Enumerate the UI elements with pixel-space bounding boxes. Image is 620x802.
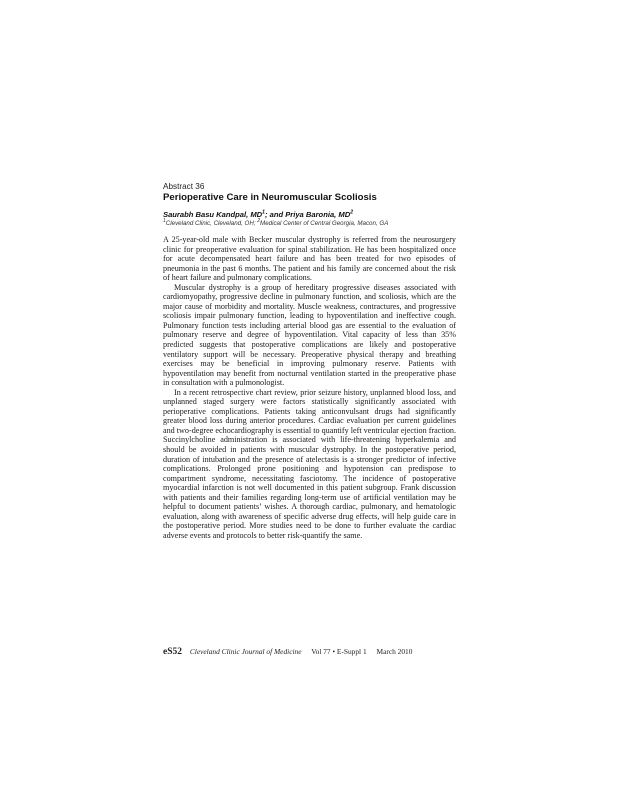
page-footer	[163, 647, 463, 657]
body-paragraph: In a recent retrospective chart review, prior seizure history, unplanned blood loss, and unplanned staged surgery were factors statistically significantly associated with perioperative complications. Patients taking anticonvulsant drugs had significantly greater blood loss during anterior procedures. Cardiac evaluation per current guidelines and two-degree echocardiography is essential to quantify left ventricular ejection fraction. Succinylcholine administration is associated with life-threatening hyperkalemia and should be avoided in patients with muscular dystrophy. In the postoperative period, duration of intubation and the presence of atelectasis is a stronger predictor of infective complications. Prolonged prone positioning and hypotension can predispose to compartment syndrome, necessitating fasciotomy. The incidence of postoperative myocardial infarction is not well documented in this patient subgroup. Frank discussion with patients and their families regarding long-term use of artificial ventilation may be helpful to document patients’ wishes. A thorough cardiac, pulmonary, and hematologic evaluation, along with awareness of specific adverse drug effects, will help guide care in the postoperative period. More studies need to be done to further evaluate the cardiac adverse events and protocols to better risk-quantify the same.	[163, 387, 456, 540]
abstract-number: Abstract 36	[163, 182, 205, 191]
journal-name: Cleveland Clinic Journal of Medicine	[189, 647, 302, 656]
abstract-body	[163, 235, 456, 541]
affiliation-text: Cleveland Clinic, Cleveland, OH;	[165, 220, 258, 227]
affiliation-mark: 1	[163, 217, 166, 224]
body-paragraph: A 25-year-old male with Becker muscular dystrophy is referred from the neurosurgery clinic for preoperative evaluation for spinal stabilization. He has been hospitalized once for acute decompensated heart failure and has been treated for two episodes of pneumonia in the past 6 months. The patient and his family are concerned about the risk of heart failure and pulmonary complications.	[163, 235, 456, 283]
affiliation-text: Medical Center of Central Georgia, Macon, GA	[260, 220, 389, 227]
author-affiliation-mark: 1	[262, 209, 265, 216]
author-affiliation-mark: 2	[350, 209, 353, 216]
author-name: Priya Baronia, MD	[285, 210, 351, 219]
page-number: eS52	[163, 647, 182, 657]
volume-info: Vol 77 • E-Suppl 1	[311, 647, 367, 656]
affiliation-line	[163, 217, 463, 228]
affiliation-mark: 2	[257, 217, 261, 224]
author-name: Saurabh Basu Kandpal, MD	[163, 210, 263, 219]
author-line	[163, 210, 463, 220]
author-separator: ; and	[264, 210, 286, 219]
abstract-header	[163, 182, 463, 228]
issue-date: March 2010	[376, 647, 413, 656]
body-paragraph: Muscular dystrophy is a group of hereditary progressive diseases associated with cardiomyopathy, progressive decline in pulmonary function, and scoliosis, which are the major cause of morbidity and mortality. Muscle weakness, contractures, and progressive scoliosis impair pulmonary function, leading to hypoventilation and ineffective cough. Pulmonary function tests including arterial blood gas are essential to the evaluation of pulmonary reserve and degree of hypoventilation. Vital capacity of less than 35% predicted suggests that postoperative complications are likely and postoperative ventilatory support will be necessary. Preoperative physical therapy and breathing exercises may be beneficial in improving pulmonary reserve. Patients with hypoventilation may benefit from nocturnal ventilation started in the preoperative phase in consultation with a pulmonologist.	[163, 282, 456, 388]
abstract-title: Perioperative Care in Neuromuscular Scoliosis	[163, 192, 377, 203]
